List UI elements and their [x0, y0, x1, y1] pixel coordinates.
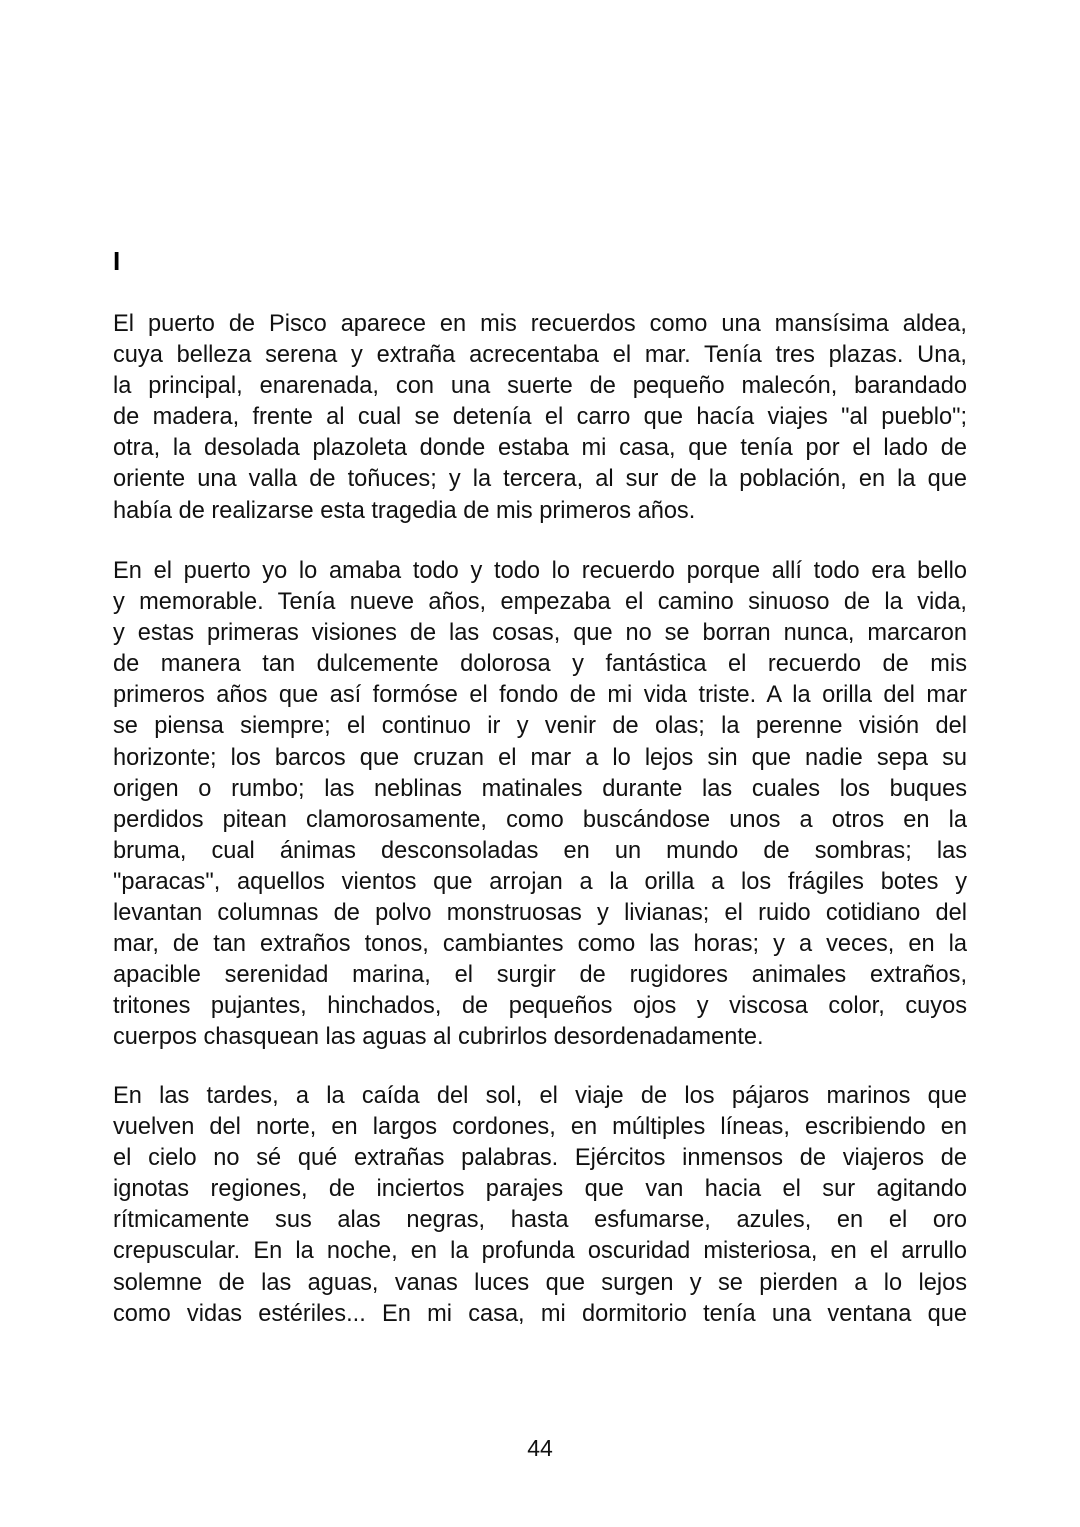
text-line: de manera tan dulcemente dolorosa y fantástica el recuerdo de mis: [113, 651, 967, 678]
text-line: origen o rumbo; las neblinas matinales durante las cuales los buques: [113, 775, 967, 802]
text-line: En el puerto yo lo amaba todo y todo lo recuerdo porque allí todo era bello: [113, 558, 967, 584]
text-line: mar, de tan extraños tonos, cambiantes como las horas; y a veces, en la: [113, 931, 967, 958]
text-line: y memorable. Tenía nueve años, empezaba el camino sinuoso de la vida,: [113, 589, 967, 616]
text-line: "paracas", aquellos vientos que arrojan a la orilla a los frágiles botes y: [113, 868, 967, 895]
page-number: 44: [527, 1435, 553, 1461]
text-line: otra, la desolada plazoleta donde estaba mi casa, que tenía por el lado de: [113, 435, 967, 462]
text-line: ignotas regiones, de inciertos parajes que van hacia el sur agitando: [113, 1176, 967, 1203]
text-line: oriente una valla de toñuces; y la tercera, al sur de la población, en la que: [113, 466, 967, 493]
text-line: solemne de las aguas, vanas luces que surgen y se pierden a lo lejos: [113, 1269, 967, 1296]
text-line: horizonte; los barcos que cruzan el mar a lo lejos sin que nadie sepa su: [113, 744, 967, 771]
text-line: como vidas estériles... En mi casa, mi dormitorio tenía una ventana que: [113, 1300, 967, 1327]
text-line: El puerto de Pisco aparece en mis recuerdos como una mansísima aldea,: [113, 311, 967, 337]
text-line: levantan columnas de polvo monstruosas y livianas; el ruido cotidiano del: [113, 900, 967, 927]
text-line: crepuscular. En la noche, en la profunda oscuridad misteriosa, en el arrullo: [113, 1238, 967, 1265]
chapter-heading: I: [113, 246, 121, 276]
paragraph-2: [113, 556, 967, 1054]
paragraph-1: [113, 309, 967, 527]
text-line: bruma, cual ánimas desconsoladas en un mundo de sombras; las: [113, 837, 967, 864]
text-line: En las tardes, a la caída del sol, el viaje de los pájaros marinos que: [113, 1083, 967, 1109]
text-line: había de realizarse esta tragedia de mis primeros años.: [113, 497, 696, 524]
text-line: se piensa siempre; el continuo ir y venir de olas; la perenne visión del: [113, 713, 967, 740]
text-line: primeros años que así formóse el fondo de mi vida triste. A la orilla del mar: [113, 682, 967, 709]
text-line: la principal, enarenada, con una suerte de pequeño malecón, barandado: [113, 373, 967, 400]
paragraph-3: [113, 1081, 967, 1330]
text-line: tritones pujantes, hinchados, de pequeños ojos y viscosa color, cuyos: [113, 993, 967, 1020]
text-line: vuelven del norte, en largos cordones, en múltiples líneas, escribiendo en: [113, 1114, 967, 1141]
text-line: cuya belleza serena y extraña acrecentaba el mar. Tenía tres plazas. Una,: [113, 342, 967, 369]
text-line: y estas primeras visiones de las cosas, que no se borran nunca, marcaron: [113, 620, 967, 647]
text-line: perdidos pitean clamorosamente, como buscándose unos a otros en la: [113, 806, 967, 833]
text-line: el cielo no sé qué extrañas palabras. Ejércitos inmensos de viajeros de: [113, 1145, 967, 1172]
text-line: cuerpos chasquean las aguas al cubrirlos desordenadamente.: [113, 1024, 764, 1051]
text-line: rítmicamente sus alas negras, hasta esfumarse, azules, en el oro: [113, 1207, 967, 1234]
text-line: apacible serenidad marina, el surgir de rugidores animales extraños,: [113, 962, 967, 989]
text-line: de madera, frente al cual se detenía el carro que hacía viajes "al pueblo";: [113, 404, 967, 431]
